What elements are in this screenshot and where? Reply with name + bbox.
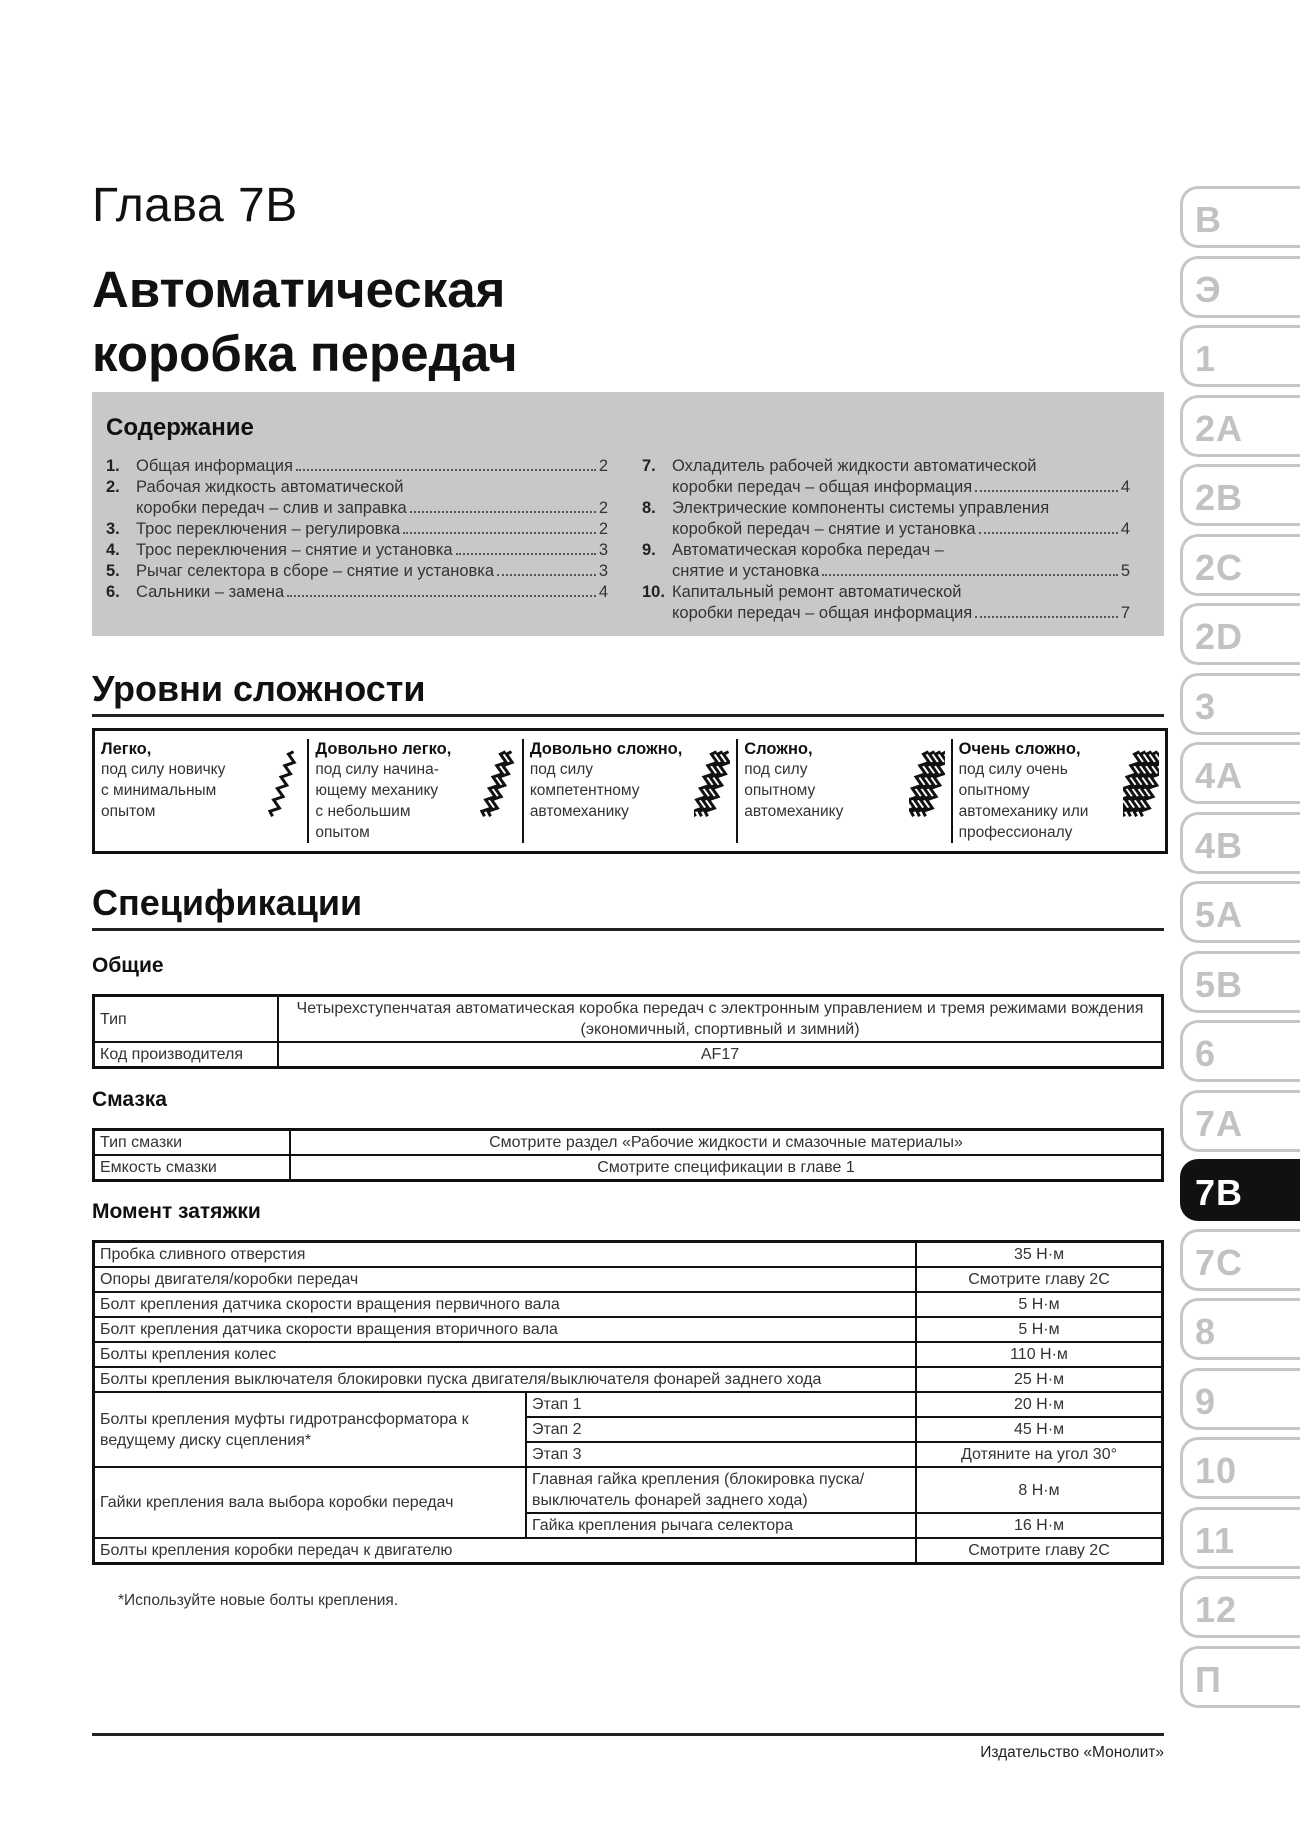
- row-label: Код производителя: [94, 1042, 279, 1068]
- contents-item-page: 2: [598, 457, 608, 475]
- contents-item-number: 1.: [106, 457, 120, 475]
- chapter-tab[interactable]: [1180, 1437, 1300, 1499]
- contents-item-number: 10.: [642, 583, 665, 601]
- chapter-tab[interactable]: [1180, 256, 1300, 318]
- dot-leader: [410, 511, 596, 513]
- contents-item: [642, 498, 1130, 540]
- contents-item-number: 7.: [642, 457, 656, 475]
- row-value: 25 Н·м: [916, 1367, 1163, 1392]
- table-row: [94, 1467, 1163, 1513]
- difficulty-description: автомеханику или: [958, 803, 1089, 820]
- row-label: Опоры двигателя/коробки передач: [94, 1267, 917, 1292]
- stage-label: Главная гайка крепления (блокировка пуска/ выключатель фонарей заднего хода): [526, 1467, 916, 1513]
- difficulty-description: компетентному: [529, 782, 640, 799]
- difficulty-levels: [92, 728, 1168, 854]
- difficulty-description: автомеханику: [744, 803, 844, 820]
- chapter-tab[interactable]: [1180, 1159, 1300, 1221]
- table-row: [94, 1155, 1163, 1181]
- contents-item-text: коробкой передач – снятие и установка: [672, 520, 976, 538]
- difficulty-description: профессионалу: [958, 824, 1073, 841]
- chapter-tab-label: 2А: [1195, 407, 1244, 449]
- wrench-rating-icon: [1123, 745, 1159, 823]
- chapter-tab-label: В: [1195, 199, 1222, 240]
- contents-item-page: 2: [598, 499, 608, 517]
- contents-item: [106, 477, 608, 519]
- specifications-heading: Спецификации: [92, 882, 1164, 931]
- chapter-tab[interactable]: [1180, 534, 1300, 596]
- contents-item-page: 3: [598, 541, 608, 559]
- chapter-tab[interactable]: [1180, 464, 1300, 526]
- table-row: [94, 1242, 1163, 1268]
- chapter-tab-label: 5А: [1195, 894, 1244, 935]
- contents-item-text: Охладитель рабочей жидкости автоматической: [672, 457, 1037, 475]
- table-row: [94, 1538, 1163, 1564]
- chapter-tab-label: 12: [1195, 1589, 1238, 1630]
- stage-label: Этап 3: [526, 1442, 916, 1467]
- difficulty-description: опытному: [744, 782, 816, 799]
- chapter-tab-label: 10: [1195, 1450, 1238, 1491]
- difficulty-description: с минимальным: [101, 782, 217, 799]
- difficulty-description: опытному: [958, 782, 1030, 799]
- difficulty-description: с небольшим: [315, 803, 411, 820]
- dot-leader: [456, 553, 596, 555]
- row-label: Емкость смазки: [94, 1155, 291, 1181]
- contents-item: [106, 561, 608, 582]
- contents-item-number: 9.: [642, 541, 656, 559]
- chapter-tab[interactable]: [1180, 1020, 1300, 1082]
- table-row: [94, 1342, 1163, 1367]
- contents-item: [106, 456, 608, 477]
- contents-item-text: Электрические компоненты системы управления: [672, 499, 1050, 517]
- row-label: Болт крепления датчика скорости вращения первичного вала: [94, 1292, 917, 1317]
- difficulty-description: опытом: [315, 824, 370, 841]
- lubrication-heading: Смазка: [92, 1088, 167, 1111]
- difficulty-title: Легко,: [101, 740, 152, 758]
- row-value: 5 Н·м: [916, 1292, 1163, 1317]
- contents-item: [106, 519, 608, 540]
- chapter-tab-label: 4В: [1195, 824, 1244, 866]
- difficulty-title: Сложно,: [744, 740, 813, 758]
- contents-item-number: 3.: [106, 520, 120, 538]
- chapter-tab[interactable]: [1180, 812, 1300, 874]
- row-value: 45 Н·м: [916, 1417, 1163, 1442]
- chapter-tab[interactable]: [1180, 325, 1300, 387]
- difficulty-level: [738, 739, 952, 843]
- contents-item-page: 2: [598, 520, 608, 538]
- dot-leader: [979, 532, 1118, 534]
- row-value: Дотяните на угол 30°: [916, 1442, 1163, 1467]
- dot-leader: [975, 490, 1118, 492]
- title-line-2: коробка передач: [92, 325, 518, 382]
- row-label: Пробка сливного отверстия: [94, 1242, 917, 1268]
- row-value: Смотрите главу 2C: [916, 1538, 1163, 1564]
- chapter-tab[interactable]: [1180, 1090, 1300, 1152]
- difficulty-description: под силу очень: [958, 761, 1068, 778]
- stage-label: Гайка крепления рычага селектора: [526, 1513, 916, 1538]
- contents-item-number: 2.: [106, 478, 120, 496]
- contents-item-text: Сальники – замена: [136, 583, 285, 601]
- difficulty-title: Довольно сложно,: [529, 740, 683, 758]
- torque-table: [92, 1240, 1164, 1565]
- footnote: *Используйте новые болты крепления.: [118, 1592, 399, 1609]
- wrench-icon: [1123, 750, 1143, 817]
- contents-item-text: Капитальный ремонт автоматической: [672, 583, 962, 601]
- contents-box: [92, 392, 1164, 636]
- contents-right-column: [642, 456, 1130, 624]
- wrench-rating-icon: [694, 745, 730, 823]
- table-row: [94, 996, 1163, 1043]
- chapter-tab-label: Э: [1195, 268, 1222, 310]
- row-value: 16 Н·м: [916, 1513, 1163, 1538]
- contents-item-page: 4: [1120, 520, 1130, 538]
- contents-item: [106, 582, 608, 603]
- chapter-tab[interactable]: [1180, 673, 1300, 735]
- difficulty-level: [953, 739, 1165, 843]
- contents-item-page: 5: [1120, 562, 1130, 580]
- row-value: 35 Н·м: [916, 1242, 1163, 1268]
- table-row: [94, 1292, 1163, 1317]
- contents-item-text: Общая информация: [136, 457, 293, 475]
- row-label: Болты крепления коробки передач к двигателю: [94, 1538, 917, 1564]
- chapter-tab[interactable]: [1180, 1298, 1300, 1360]
- contents-item: [642, 582, 1130, 624]
- row-value: Четырехступенчатая автоматическая коробка передач с электронным управлением и тремя режимами вождения (экономичный, спортивный и зимний): [278, 996, 1163, 1043]
- dot-leader: [975, 616, 1118, 618]
- chapter-tab[interactable]: [1180, 603, 1300, 665]
- row-label: Гайки крепления вала выбора коробки передач: [94, 1467, 527, 1538]
- difficulty-description: под силу: [529, 761, 594, 778]
- stage-label: Этап 1: [526, 1392, 916, 1417]
- torque-heading: Момент затяжки: [92, 1200, 261, 1223]
- publisher-footer: Издательство «Монолит»: [980, 1744, 1164, 1761]
- footer-divider: [92, 1733, 1164, 1736]
- general-table: [92, 994, 1164, 1069]
- lubrication-table: [92, 1128, 1164, 1182]
- difficulty-heading: Уровни сложности: [92, 668, 1164, 717]
- chapter-tab-label: 8: [1195, 1311, 1217, 1352]
- contents-item-text: Рычаг селектора в сборе – снятие и установка: [136, 562, 495, 580]
- contents-item-page: 7: [1120, 604, 1130, 622]
- chapter-tab-label: 7А: [1195, 1102, 1244, 1144]
- difficulty-title: Довольно легко,: [315, 740, 452, 758]
- chapter-tab-label: 1: [1195, 338, 1217, 379]
- difficulty-level: [524, 739, 738, 843]
- row-value: Смотрите главу 2C: [916, 1267, 1163, 1292]
- chapter-tab-label: 2С: [1195, 546, 1244, 588]
- row-value: 5 Н·м: [916, 1317, 1163, 1342]
- chapter-tab[interactable]: [1180, 1368, 1300, 1430]
- chapter-tab-label: 3: [1195, 685, 1217, 727]
- wrench-rating-icon: [265, 745, 301, 823]
- table-row: [94, 1267, 1163, 1292]
- contents-item-text: коробки передач – общая информация: [672, 604, 973, 622]
- wrench-rating-icon: [909, 745, 945, 823]
- dot-leader: [822, 574, 1118, 576]
- chapter-tab[interactable]: [1180, 1229, 1300, 1291]
- row-label: Болты крепления колес: [94, 1342, 917, 1367]
- row-value: Смотрите раздел «Рабочие жидкости и смазочные материалы»: [290, 1130, 1163, 1156]
- contents-item-text: Рабочая жидкость автоматической: [136, 478, 404, 496]
- row-value: AF17: [278, 1042, 1163, 1068]
- chapter-tab[interactable]: [1180, 1646, 1300, 1708]
- table-row: [94, 1317, 1163, 1342]
- contents-item-text: коробки передач – общая информация: [672, 478, 973, 496]
- contents-item-text: Трос переключения – регулировка: [136, 520, 401, 538]
- chapter-tab-label: 7С: [1195, 1241, 1244, 1283]
- contents-item-number: 6.: [106, 583, 120, 601]
- table-row: [94, 1367, 1163, 1392]
- difficulty-description: под силу новичку: [101, 761, 226, 778]
- contents-left-column: [106, 456, 608, 603]
- row-label: Тип смазки: [94, 1130, 291, 1156]
- difficulty-level: [95, 739, 309, 843]
- difficulty-description: под силу начина-: [315, 761, 439, 778]
- chapter-tab[interactable]: [1180, 1576, 1300, 1638]
- contents-heading: Содержание: [106, 414, 254, 441]
- chapter-tab-label: 4А: [1195, 755, 1244, 796]
- chapter-tab-label: 7В: [1195, 1172, 1244, 1213]
- contents-item-text: коробки передач – слив и заправка: [136, 499, 407, 517]
- difficulty-description: автомеханику: [529, 803, 629, 820]
- chapter-tab-label: 6: [1195, 1033, 1217, 1074]
- contents-item-page: 4: [598, 583, 608, 601]
- dot-leader: [403, 532, 596, 534]
- table-row: [94, 1042, 1163, 1068]
- chapter-tab-label: 2D: [1195, 616, 1244, 657]
- difficulty-description: опытом: [101, 803, 156, 820]
- chapter-tab-label: 11: [1195, 1519, 1236, 1561]
- chapter-tab[interactable]: [1180, 395, 1300, 457]
- contents-item-text: Трос переключения – снятие и установка: [136, 541, 453, 559]
- chapter-tab[interactable]: [1180, 951, 1300, 1013]
- contents-item-text: Автоматическая коробка передач –: [672, 541, 944, 559]
- stage-label: Этап 2: [526, 1417, 916, 1442]
- row-value: Смотрите спецификации в главе 1: [290, 1155, 1163, 1181]
- contents-item-page: 3: [598, 562, 608, 580]
- contents-item: [106, 540, 608, 561]
- contents-item-number: 4.: [106, 541, 120, 559]
- contents-item-text: снятие и установка: [672, 562, 820, 580]
- chapter-tab-label: 2В: [1195, 477, 1244, 518]
- row-value: 110 Н·м: [916, 1342, 1163, 1367]
- chapter-tab[interactable]: [1180, 1507, 1300, 1569]
- row-label: Тип: [94, 996, 279, 1043]
- dot-leader: [287, 595, 596, 597]
- chapter-tab[interactable]: [1180, 186, 1300, 248]
- row-label: Болты крепления муфты гидротрансформатора к ведущему диску сцепления*: [94, 1392, 527, 1467]
- table-row: [94, 1130, 1163, 1156]
- contents-item: [642, 456, 1130, 498]
- chapter-tab-label: П: [1195, 1658, 1222, 1700]
- title-line-1: Автоматическая: [92, 261, 506, 318]
- row-value: 8 Н·м: [916, 1467, 1163, 1513]
- contents-item-page: 4: [1120, 478, 1130, 496]
- chapter-tab[interactable]: [1180, 881, 1300, 943]
- row-value: 20 Н·м: [916, 1392, 1163, 1417]
- chapter-tab-label: 5В: [1195, 963, 1244, 1005]
- wrench-rating-icon: [480, 745, 516, 823]
- page-title: [92, 258, 992, 386]
- wrench-icon: [269, 750, 298, 817]
- row-label: Болты крепления выключателя блокировки пуска двигателя/выключателя фонарей заднего хода: [94, 1367, 917, 1392]
- dot-leader: [497, 574, 596, 576]
- difficulty-level: [309, 739, 523, 843]
- chapter-tab[interactable]: [1180, 742, 1300, 804]
- difficulty-title: Очень сложно,: [958, 740, 1081, 758]
- general-heading: Общие: [92, 954, 164, 977]
- table-row: [94, 1392, 1163, 1417]
- difficulty-description: под силу: [744, 761, 808, 778]
- contents-item-number: 5.: [106, 562, 120, 580]
- dot-leader: [296, 469, 596, 471]
- contents-item: [642, 540, 1130, 582]
- row-label: Болт крепления датчика скорости вращения вторичного вала: [94, 1317, 917, 1342]
- contents-item-number: 8.: [642, 499, 656, 517]
- chapter-tab-label: 9: [1195, 1380, 1217, 1422]
- difficulty-description: ющему механику: [315, 782, 439, 799]
- chapter-label: Глава 7В: [92, 179, 298, 232]
